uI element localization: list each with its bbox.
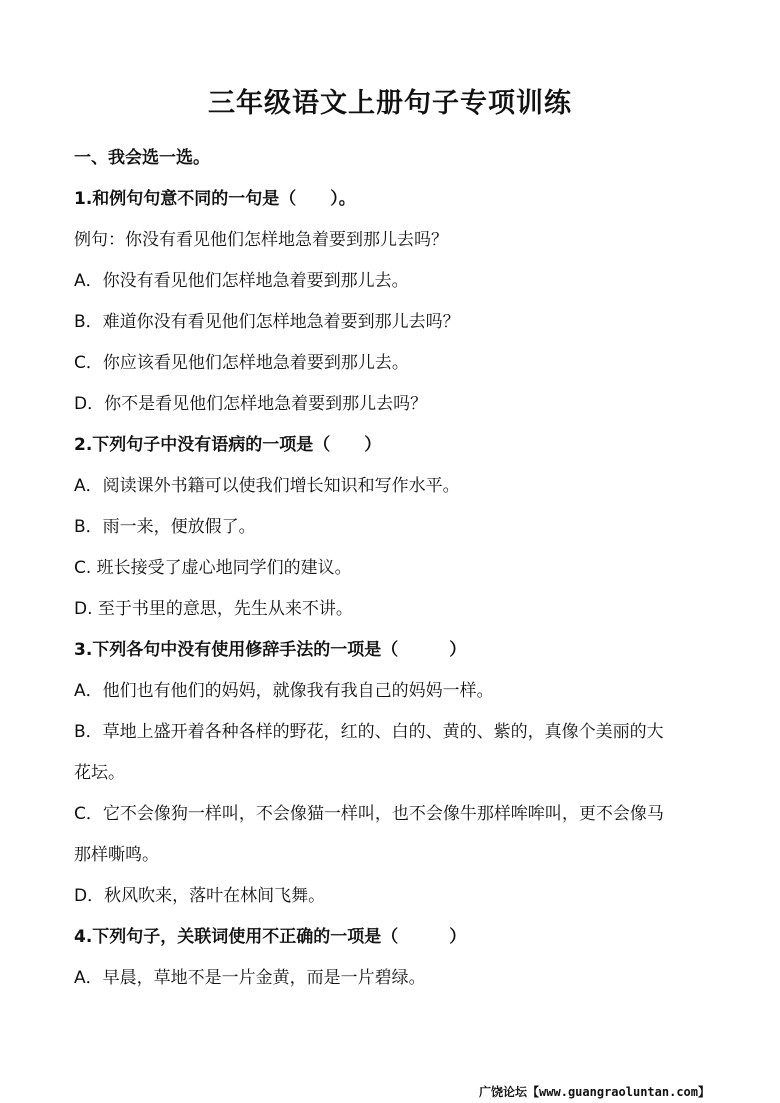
question-1-example: 例句：你没有看见他们怎样地急着要到那儿去吗？: [74, 230, 448, 250]
question-2-option-b: B．雨一来，便放假了。: [74, 517, 256, 537]
footer-site-name: 广饶论坛: [479, 1085, 528, 1099]
question-1-stem: 1.和例句句意不同的一句是（ ）。: [74, 189, 356, 209]
footer-credit: [479, 1084, 710, 1100]
question-2-option-a: A．阅读课外书籍可以使我们增长知识和写作水平。: [74, 476, 460, 496]
page-title: 三年级语文上册句子专项训练: [208, 88, 572, 119]
question-2-option-d: D. 至于书里的意思，先生从来不讲。: [74, 599, 353, 619]
question-1-option-d: D．你不是看见他们怎样地急着要到那儿去吗？: [74, 394, 428, 414]
question-4-option-a: A．早晨，草地不是一片金黄，而是一片碧绿。: [74, 968, 426, 988]
question-1-option-b: B．难道你没有看见他们怎样地急着要到那儿去吗？: [74, 312, 460, 332]
section-heading: 一、我会选一选。: [74, 148, 210, 168]
question-3-option-b-line2: 花坛。: [74, 763, 125, 783]
question-3-stem: 3.下列各句中没有使用修辞手法的一项是（ ）: [74, 640, 467, 660]
question-3-option-a: A．他们也有他们的妈妈，就像我有我自己的妈妈一样。: [74, 681, 494, 701]
question-3-option-d: D．秋风吹来，落叶在林间飞舞。: [74, 886, 326, 906]
question-4-stem: 4.下列句子，关联词使用不正确的一项是（ ）: [74, 927, 467, 947]
question-1-option-a: A．你没有看见他们怎样地急着要到那儿去。: [74, 271, 409, 291]
question-2-stem: 2.下列句子中没有语病的一项是（ ）: [74, 435, 382, 455]
question-3-option-b-line1: B．草地上盛开着各种各样的野花，红的、白的、黄的、紫的，真像个美丽的大: [74, 722, 664, 742]
question-3-option-c-line2: 那样嘶鸣。: [74, 845, 159, 865]
question-3-option-c-line1: C．它不会像狗一样叫，不会像猫一样叫，也不会像牛那样哞哞叫，更不会像马: [74, 804, 664, 824]
question-1-option-c: C．你应该看见他们怎样地急着要到那儿去。: [74, 353, 409, 373]
footer-site-url[interactable]: 【www.guangraoluntan.com】: [527, 1085, 710, 1099]
question-2-option-c: C. 班长接受了虚心地同学们的建议。: [74, 558, 352, 578]
